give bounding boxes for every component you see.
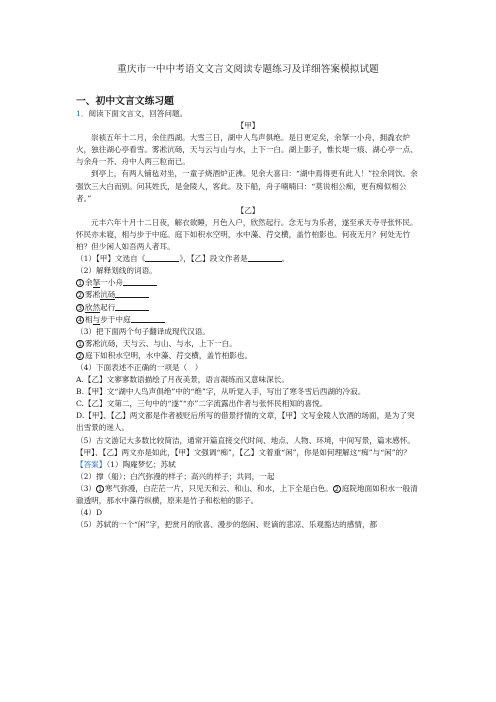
circled-number-icon: 2 <box>76 291 84 299</box>
option-key: D. <box>76 411 85 421</box>
question-1 <box>76 108 420 120</box>
answer-3-part-2: 庭院地面如积水一般清澈透明，那水中藻荇纵横，原来是竹子和松柏的影子。 <box>76 483 418 505</box>
translation-sentence: 庭下如积水空明，水中藻、荇交横，盖竹柏影也。 <box>85 350 253 360</box>
subquestion-1-part-a: （1）【甲】文选自《 <box>76 254 146 264</box>
question-number: 1． <box>76 109 89 118</box>
subquestion-2: （2）解释划线的词语。 <box>76 266 157 276</box>
word-post: 一小舟 <box>100 278 123 288</box>
passage-jia-paragraph-2: 到亭上，有两人铺毡对坐，一童子烧酒炉正沸。见余大喜曰：“湖中焉得更有此人！”拉余同饮。余强饮三大白而别。问其姓氏，是金陵人，客此。及下船，舟子喃喃曰：“莫说相公痴，更有痴似相公者。” <box>76 169 418 203</box>
translation-item <box>76 350 420 362</box>
circled-number-icon: 4 <box>76 316 84 324</box>
answer-line-1 <box>76 459 420 471</box>
word-item <box>76 302 420 314</box>
question-prompt: 阅读下面文言文，回答问题。 <box>88 109 188 118</box>
answer-blank[interactable] <box>131 314 165 323</box>
subquestion-1-part-c: 。 <box>281 254 290 264</box>
translation-item <box>76 338 420 350</box>
circled-number-icon: 1 <box>76 279 84 287</box>
option-text: 【甲】、【乙】两文都是作者被贬后所写的借景抒情的文章，【甲】文写金陵人饮酒的场面，是为了突出雪景的迷人。 <box>76 411 415 433</box>
circled-number-icon: 1 <box>76 340 84 348</box>
answer-3-prefix: （3） <box>76 483 97 493</box>
answer-3 <box>76 483 420 507</box>
circled-number-icon: 2 <box>76 352 84 360</box>
word-pre: 相 <box>85 314 93 324</box>
option-key: B. <box>76 387 84 397</box>
answer-blank[interactable] <box>115 302 149 311</box>
option-text: 【乙】文寥寥数语描绘了月夜美景，语言凝练而又意味深长。 <box>83 375 289 385</box>
word-item <box>76 277 420 289</box>
answer-1: （1）陶庵梦忆；苏轼 <box>106 459 176 469</box>
answer-3-part-1: 寒气弥漫，白茫茫一片，只见天和云、和山、和水，上下全是白色。 <box>105 483 333 493</box>
underlined-word: 欣然 <box>85 302 101 312</box>
underlined-word: 与 <box>92 314 101 324</box>
word-item <box>76 289 420 301</box>
subquestion-4: （4）下面表述不正确的一项是（ ） <box>76 362 203 372</box>
translation-sentence: 雾凇沆砀，天与云、与山、与水，上下一白。 <box>85 338 237 348</box>
answer-blank[interactable] <box>115 289 149 298</box>
word-pre: 雾凇 <box>85 290 101 300</box>
option-text: 【甲】文“湖中人鸟声俱绝”中的“绝”字，从听觉入手，写出了寒冬雪后西湖的冷寂。 <box>84 387 366 397</box>
answer-4: （4）D <box>76 508 103 518</box>
underlined-word: 拏 <box>92 278 101 288</box>
word-item <box>76 314 420 326</box>
answer-blank[interactable] <box>248 253 282 262</box>
answer-tag: 【答案】 <box>76 459 107 469</box>
circled-number-icon: 3 <box>76 304 84 312</box>
underlined-word: 沆砀 <box>100 290 116 300</box>
subquestion-3: （3）把下面两个句子翻译成现代汉语。 <box>76 326 210 336</box>
circled-number-icon: 2 <box>333 485 341 493</box>
answer-2: （2）撑（船）；白汽弥漫的样子；高兴的样子；共同，一起 <box>76 471 275 481</box>
word-pre: 余 <box>85 278 93 288</box>
option-key: A. <box>76 375 84 385</box>
subquestion-5: （5）古文游记大多数比较简洁，通常开篇直接交代时间、地点、人物、环境，中间写景，篇末感怀。【甲】、【乙】两文亦是如此，【甲】文强调“痴”，【乙】文着重“闲”，你是如何理解这“痴”与“闲”的？ <box>76 435 415 457</box>
option-key: C. <box>76 399 84 409</box>
option-c <box>76 398 420 410</box>
passage-yi-label: 【乙】 <box>236 205 260 215</box>
option-b <box>76 386 420 398</box>
answer-5: （5）苏轼的一个“闲”字，把赏月的欣喜、漫步的悠闲、贬谪的悲凉、乐观豁达的感情，都 <box>76 520 378 530</box>
passage-jia-label: 【甲】 <box>236 121 260 131</box>
document-body <box>76 95 420 531</box>
option-d <box>76 410 420 434</box>
answer-blank[interactable] <box>145 253 179 262</box>
passage-jia-paragraph-1: 崇祯五年十二月，余住西湖。大雪三日，湖中人鸟声俱绝。是日更定矣，余拏一小舟，拥毳衣炉火，独往湖心亭看雪。雾凇沆砀，天与云与山与水，上下一白。湖上影子，惟长堤一痕、湖心亭一点、与余舟一芥、舟中人两三粒而已。 <box>76 133 418 167</box>
answer-blank[interactable] <box>123 277 157 286</box>
word-post: 起行 <box>100 302 116 312</box>
word-post: 步于中庭 <box>100 314 131 324</box>
passage-yi-paragraph: 元丰六年十月十二日夜，解衣欲睡，月色入户，欣然起行。念无与为乐者，遂至承天寺寻张怀民。怀民亦未寝，相与步于中庭。庭下如积水空明，水中藻、荇交横，盖竹柏影也。何夜无月？何处无竹柏？但少闲人如吾两人者耳。 <box>76 217 418 252</box>
option-a <box>76 374 420 386</box>
subquestion-1-part-b: 》，【乙】段文作者是 <box>179 254 248 264</box>
circled-number-icon: 1 <box>96 485 104 493</box>
section-heading: 一、初中文言文练习题 <box>76 96 174 107</box>
subquestion-1 <box>76 253 420 265</box>
document-title: 重庆市一中中考语文文言文阅读专题练习及详细答案模拟试题 <box>117 64 379 75</box>
option-text: 【乙】文第二，三句中的“遂”“亦”二字流露出作者与张怀民相知的喜悦。 <box>83 399 328 409</box>
